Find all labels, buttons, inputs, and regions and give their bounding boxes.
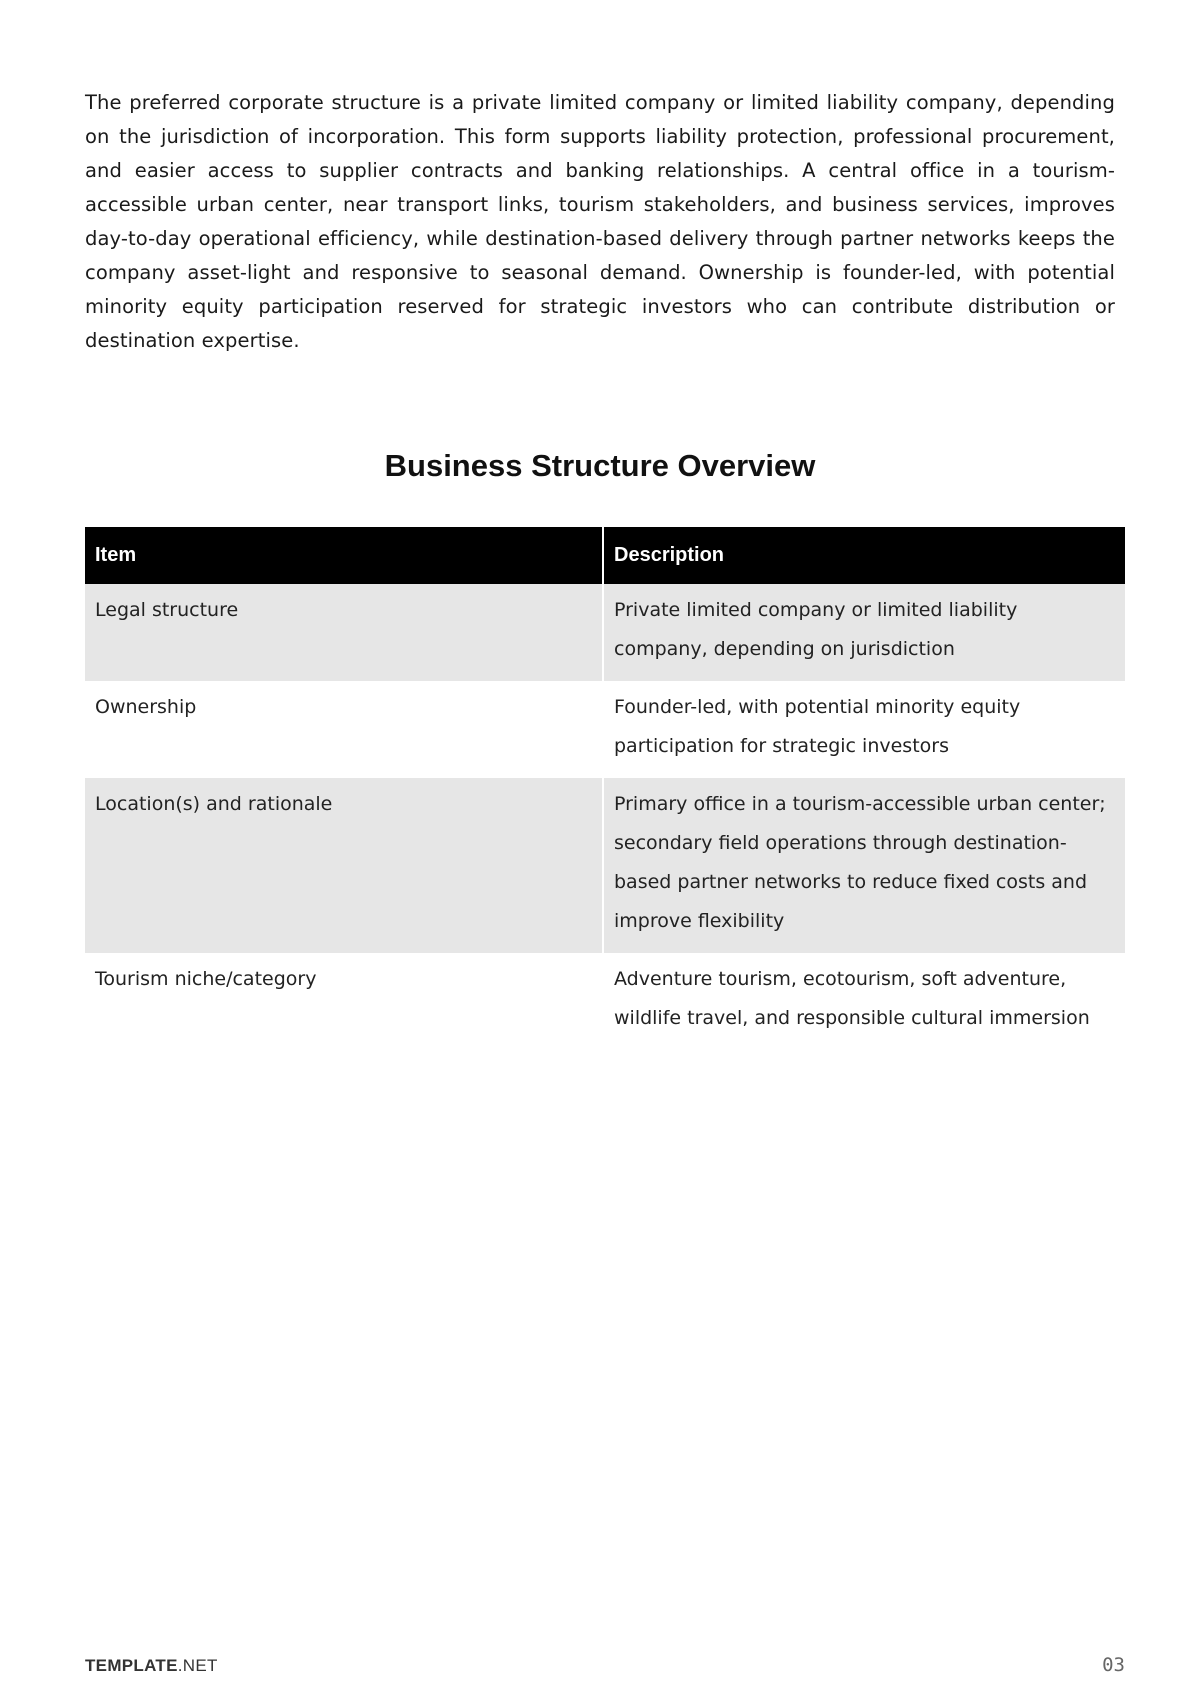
footer-brand-logo <box>85 1656 218 1676</box>
intro-paragraph: The preferred corporate structure is a private limited company or limited liability company, depending on the jurisdiction of incorporation. This form supports liability protection, professional procurement, and easier access to supplier contracts and banking relationships. A central office in a tourism-accessible urban center, near transport links, tourism stakeholders, and business services, improves day-to-day operational efficiency, while destination-based delivery through partner networks keeps the company asset-light and responsive to seasonal demand. Ownership is founder-led, with potential minority equity participation reserved for strategic investors who can contribute distribution or destination expertise. <box>85 91 1115 352</box>
row-item-cell: Tourism niche/category <box>85 953 603 1050</box>
column-header-description: Description <box>603 527 1125 584</box>
table-row <box>85 953 1125 1050</box>
row-description-cell: Private limited company or limited liability company, depending on jurisdiction <box>603 584 1125 681</box>
business-structure-table <box>85 527 1125 1050</box>
brand-suffix: .NET <box>177 1656 218 1675</box>
row-item-cell: Ownership <box>85 681 603 778</box>
section-title: Business Structure Overview <box>384 448 816 483</box>
brand-name: TEMPLATE <box>85 1656 178 1675</box>
row-description-cell: Founder-led, with potential minority equity participation for strategic investors <box>614 696 1021 757</box>
table-header-row <box>85 527 1125 584</box>
table-row <box>85 778 1125 953</box>
row-item-cell: Legal structure <box>85 584 603 681</box>
column-header-item: Item <box>85 527 603 584</box>
page-number: 03 <box>1102 1654 1125 1676</box>
table-row <box>85 584 1125 681</box>
row-item-cell: Location(s) and rationale <box>85 778 603 953</box>
row-description-cell: Primary office in a tourism-accessible urban center; secondary field operations through destination-based partner networks to reduce fixed costs and improve flexibility <box>603 778 1125 953</box>
row-description-cell: Adventure tourism, ecotourism, soft adventure, wildlife travel, and responsible cultural immersion <box>614 968 1090 1029</box>
table-row <box>85 681 1125 778</box>
